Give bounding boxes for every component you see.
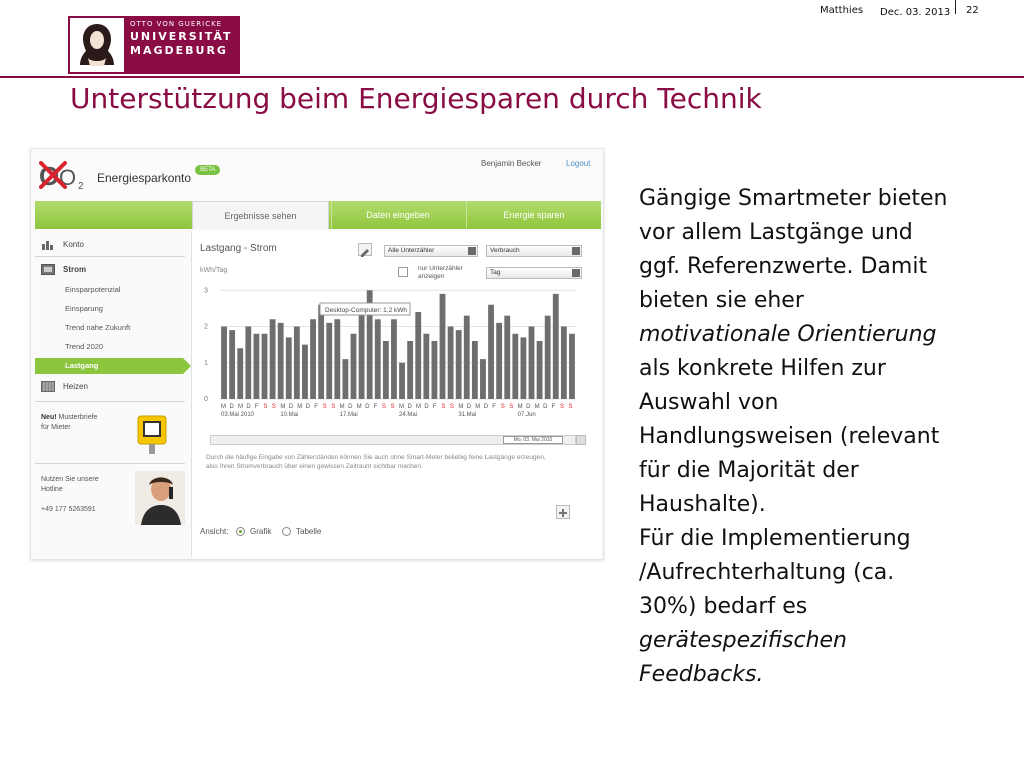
x-day-label: M (415, 404, 421, 410)
x-day-label: S (271, 404, 276, 410)
chart-bar[interactable] (520, 337, 526, 399)
slide-body-text (639, 182, 1021, 692)
chart-bar[interactable] (326, 323, 332, 399)
x-day-label: D (288, 404, 294, 410)
x-day-label: S (568, 404, 573, 410)
sidebar-item-lastgang[interactable] (35, 358, 183, 374)
body-line: bieten sie eher (639, 288, 804, 313)
x-day-label: M (237, 404, 243, 410)
chart-bar[interactable] (310, 319, 316, 399)
sidebar-item-label: Heizen (63, 381, 88, 391)
radio-graph[interactable] (236, 527, 245, 536)
chevron-down-icon (572, 269, 580, 277)
x-day-label: M (356, 404, 362, 410)
logout-link[interactable]: Logout (566, 159, 591, 168)
consumption-chart (192, 279, 602, 429)
university-logo (68, 16, 240, 74)
metric-select[interactable] (486, 245, 582, 257)
body-line: für die Majorität der (639, 458, 859, 483)
chart-bar[interactable] (415, 312, 421, 399)
body-line: Haushalte). (639, 492, 766, 517)
chart-bar[interactable] (407, 341, 413, 399)
promo-text: für Mieter (41, 424, 71, 431)
x-day-label: D (229, 404, 234, 410)
beta-badge: BETA (195, 165, 220, 175)
sidebar-item-label: Strom (63, 264, 87, 274)
x-day-label: M (517, 404, 523, 410)
header-rule (0, 76, 1024, 78)
x-day-label: M (399, 404, 404, 410)
x-day-label: M (458, 404, 464, 410)
x-day-label: S (322, 404, 327, 410)
x-day-label: D (365, 404, 370, 410)
active-arrow-icon (183, 358, 191, 374)
tab-enter-data[interactable]: Daten eingeben (331, 201, 464, 229)
slide-date: Dec. 03. 2013 (880, 7, 951, 18)
tab-results[interactable]: Ergebnisse sehen (192, 201, 329, 229)
x-day-label: F (492, 404, 496, 410)
x-date-label: 07.Jun (517, 412, 536, 418)
chart-bar[interactable] (561, 327, 567, 400)
y-tick-label: 1 (204, 359, 208, 367)
chart-bar[interactable] (262, 334, 268, 399)
promo-text: Nutzen Sie unsere (41, 476, 99, 483)
body-line: /Aufrechterhaltung (ca. (639, 560, 895, 585)
chart-bar[interactable] (245, 327, 251, 400)
y-tick-label: 3 (204, 287, 208, 295)
pencil-icon (359, 246, 371, 257)
x-day-label: D (246, 404, 251, 410)
x-date-label: 10.Mai (280, 412, 299, 418)
x-day-label: D (543, 404, 548, 410)
sidebar (35, 231, 189, 557)
chart-bar[interactable] (488, 305, 494, 399)
body-line-emphasis: motivationale Orientierung (639, 322, 937, 347)
chart-bar[interactable] (302, 345, 308, 399)
power-meter-icon (41, 264, 55, 275)
chart-bar[interactable] (448, 327, 454, 400)
body-line: Auswahl von (639, 390, 779, 415)
mailbox-icon (137, 415, 167, 455)
period-select-value: Tag (490, 269, 501, 276)
promo-letters[interactable] (41, 413, 97, 433)
chart-bar[interactable] (334, 319, 340, 399)
x-day-label: M (475, 404, 481, 410)
sidebar-divider (35, 256, 185, 257)
sidebar-item-label: Konto (63, 239, 84, 249)
sidebar-item-konto[interactable] (35, 235, 189, 253)
promo-text: Hotline (41, 486, 63, 493)
chevron-down-icon (572, 247, 580, 255)
body-line: Gängige Smartmeter bieten (639, 186, 948, 211)
chart-title: Lastgang - Strom (200, 243, 277, 254)
note-line: nur Unterzähler (418, 265, 463, 272)
x-day-label: S (509, 404, 514, 410)
x-day-label: M (534, 404, 540, 410)
scroll-right-icon[interactable] (576, 435, 586, 445)
x-day-label: M (297, 404, 303, 410)
x-date-label: 17.Mai (339, 412, 358, 418)
period-select[interactable] (486, 267, 582, 279)
chart-bar[interactable] (480, 359, 486, 399)
y-tick-label: 2 (204, 323, 208, 331)
chart-bar[interactable] (529, 327, 535, 400)
x-day-label: M (221, 404, 226, 410)
lastgang-panel (191, 231, 601, 557)
sidebar-item-label: Lastgang (65, 361, 99, 370)
chart-bar[interactable] (545, 316, 551, 399)
tab-save-energy[interactable]: Energie sparen (466, 201, 601, 229)
chart-bar[interactable] (391, 319, 397, 399)
chart-bar[interactable] (553, 294, 559, 399)
header-separator (955, 0, 956, 14)
note-line: anzeigen (418, 273, 445, 280)
chart-bar[interactable] (351, 334, 357, 399)
svg-text:2: 2 (78, 181, 84, 191)
timeline-scroll-thumb[interactable]: Mo, 03. Mai 2010 (503, 436, 563, 444)
chart-bar[interactable] (318, 305, 324, 399)
app-name: Energiesparkonto (97, 171, 192, 185)
chart-bar[interactable] (375, 319, 381, 399)
add-button[interactable] (556, 505, 570, 519)
chart-bar[interactable] (221, 327, 227, 400)
app-screenshot (30, 148, 604, 560)
x-day-label: S (500, 404, 505, 410)
chart-bar[interactable] (464, 316, 470, 399)
x-day-label: S (390, 404, 395, 410)
support-agent-avatar (135, 471, 185, 525)
x-day-label: S (331, 404, 336, 410)
meter-select-value: Alle Unterzähler (388, 247, 435, 254)
chart-bar[interactable] (342, 359, 348, 399)
y-tick-label: 0 (204, 396, 208, 403)
main-tabbar (35, 201, 601, 229)
promo-hotline (41, 475, 99, 515)
x-day-label: S (560, 404, 565, 410)
radiator-icon (41, 381, 55, 392)
x-date-label: 03.Mai 2010 (221, 412, 255, 418)
app-logo (39, 159, 220, 191)
x-day-label: D (526, 404, 531, 410)
sidebar-item-strom[interactable] (35, 260, 189, 278)
chart-bar[interactable] (383, 341, 389, 399)
x-day-label: M (339, 404, 345, 410)
slide-author: Matthies (820, 5, 864, 16)
chart-bar[interactable] (294, 327, 300, 400)
sidebar-subitem[interactable]: Trend 2020 (65, 342, 104, 351)
x-day-label: S (382, 404, 387, 410)
x-day-label: F (314, 404, 318, 410)
chart-bar[interactable] (431, 341, 437, 399)
logo-line-3: MAGDEBURG (130, 44, 228, 57)
x-day-label: D (466, 404, 472, 410)
x-day-label: S (449, 404, 454, 410)
tooltip-text: Desktop-Computer: 1,2 kWh (325, 307, 408, 314)
co2-logo-icon (39, 159, 89, 191)
chart-bar[interactable] (423, 334, 429, 399)
view-label: Ansicht: (200, 527, 229, 536)
body-line: ggf. Referenzwerte. Damit (639, 254, 928, 279)
x-day-label: D (348, 404, 353, 410)
hotline-number[interactable]: +49 177 5263591 (41, 506, 96, 513)
body-line: Handlungsweisen (relevant (639, 424, 940, 449)
chart-bar[interactable] (496, 323, 502, 399)
timeline-scrollbar[interactable] (210, 435, 576, 445)
chevron-down-icon (468, 247, 476, 255)
guericke-portrait-icon (70, 18, 124, 72)
x-day-label: F (254, 404, 259, 410)
chart-bar[interactable] (270, 319, 276, 399)
chart-bar[interactable] (278, 323, 284, 399)
meter-select[interactable] (384, 245, 478, 257)
x-day-label: S (441, 404, 446, 410)
x-date-label: 24.Mai (399, 412, 418, 418)
user-name: Benjamin Becker (481, 159, 542, 168)
sidebar-divider (35, 401, 185, 402)
svg-text:O: O (59, 165, 77, 190)
x-day-label: S (263, 404, 268, 410)
chart-bar[interactable] (504, 316, 510, 399)
x-date-label: 31.Mai (458, 412, 477, 418)
promo-new-badge: Neu! (41, 414, 57, 421)
chart-bar[interactable] (286, 337, 292, 399)
logo-line-1: OTTO VON GUERICKE (130, 20, 223, 28)
chart-unit: kWh/Tag (200, 267, 228, 274)
sidebar-subitem[interactable]: Einsparpotenzial (65, 285, 121, 294)
chart-bar[interactable] (472, 341, 478, 399)
x-day-label: D (424, 404, 429, 410)
sidebar-subitem[interactable]: Einsparung (65, 304, 103, 313)
chart-bar[interactable] (456, 330, 462, 399)
sidebar-divider (35, 463, 185, 464)
radio-table-label: Tabelle (296, 527, 322, 536)
svg-text:O: O (39, 161, 60, 191)
chart-bar[interactable] (229, 330, 235, 399)
x-day-label: M (280, 404, 286, 410)
sidebar-item-heizen[interactable] (35, 377, 189, 395)
x-day-label: D (407, 404, 412, 410)
x-day-label: F (373, 404, 378, 410)
chart-tooltip (320, 303, 410, 315)
slide-page-number: 22 (966, 5, 979, 16)
chart-bar[interactable] (359, 308, 365, 399)
chart-bar[interactable] (512, 334, 518, 399)
chart-bar[interactable] (537, 341, 543, 399)
logo-line-2: UNIVERSITÄT (130, 30, 233, 43)
body-line-emphasis: Feedbacks. (639, 662, 764, 687)
plus-icon (557, 507, 569, 519)
x-day-label: D (305, 404, 311, 410)
radio-graph-label: Grafik (250, 527, 272, 536)
x-day-label: F (551, 404, 556, 410)
edit-button[interactable] (358, 243, 372, 256)
x-day-label: D (483, 404, 489, 410)
x-day-label: F (432, 404, 437, 410)
chart-bar[interactable] (569, 334, 575, 399)
metric-select-value: Verbrauch (490, 247, 520, 254)
sidebar-subitem[interactable]: Trend nahe Zukunft (65, 323, 131, 332)
info-text: Durch die häufige Eingabe von Zählerständen können Sie auch ohne Smart-Meter beliebig feine Lastgänge erzeugen, also Ihren Stromverbrauch über einen gewissen Zeitraum sichtbar machen. (206, 454, 546, 470)
radio-table[interactable] (282, 527, 291, 536)
promo-text: Musterbriefe (58, 414, 98, 421)
chart-bar[interactable] (399, 363, 405, 399)
slide-title: Unterstützung beim Energiesparen durch Technik (70, 82, 762, 115)
account-chart-icon (41, 239, 55, 250)
chart-bar[interactable] (237, 348, 243, 399)
body-line-emphasis: gerätespezifischen (639, 628, 848, 653)
body-line: vor allem Lastgänge und (639, 220, 913, 245)
body-line: 30%) bedarf es (639, 594, 808, 619)
chart-bar[interactable] (440, 294, 446, 399)
body-line: Für die Implementierung (639, 526, 911, 551)
checkbox-icon[interactable] (398, 267, 408, 277)
chart-bar[interactable] (253, 334, 259, 399)
body-line: als konkrete Hilfen zur (639, 356, 886, 381)
